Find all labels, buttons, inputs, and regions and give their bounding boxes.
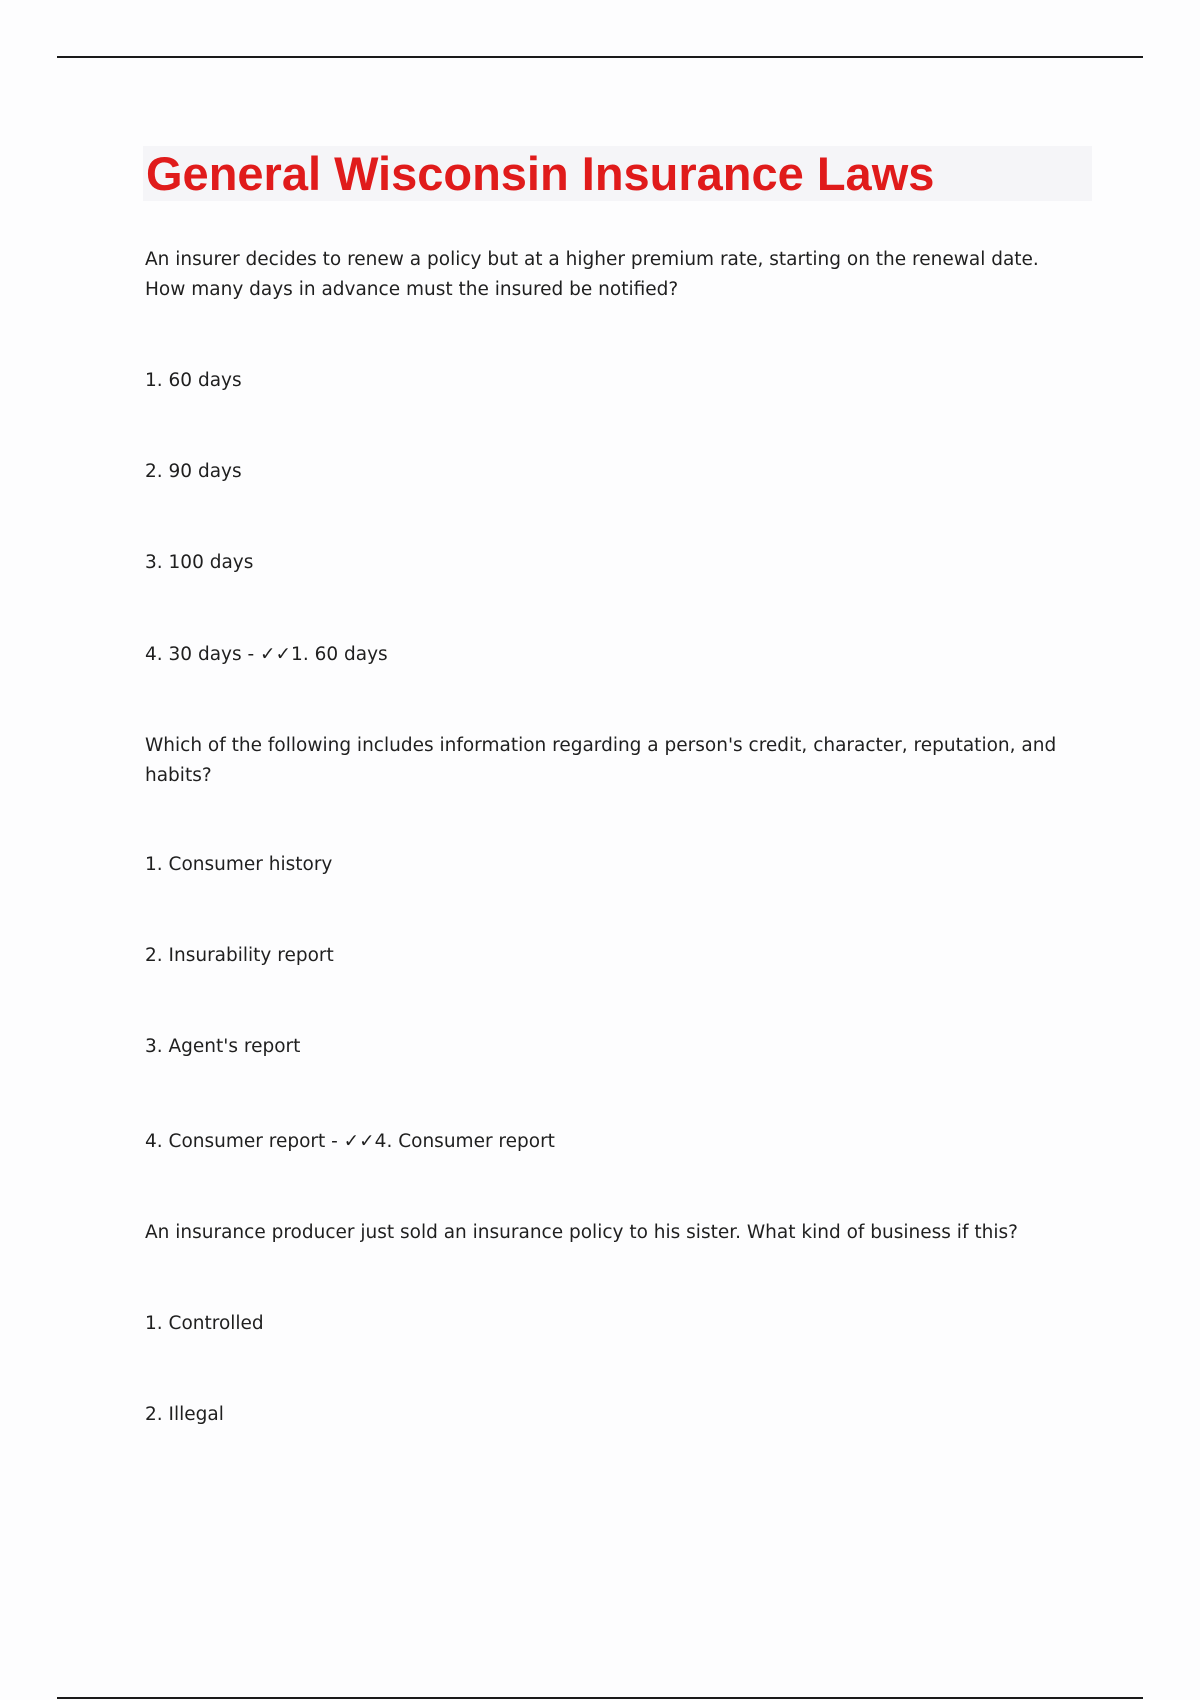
header-rule [57,56,1143,58]
question-3-option-2: 2. Illegal [145,1404,224,1425]
question-2-option-4-answer: 4. Consumer report - ✓✓4. Consumer report [145,1131,555,1152]
question-2-text: Which of the following includes information regarding a person's credit, character, reputation, and habits? [145,735,1057,786]
question-1-option-4-answer: 4. 30 days - ✓✓1. 60 days [145,644,388,665]
question-3-option-1: 1. Controlled [145,1313,264,1334]
footer-rule [57,1697,1143,1699]
question-1-option-1: 1. 60 days [145,370,242,391]
document-title: General Wisconsin Insurance Laws [146,147,935,200]
question-2-option-1: 1. Consumer history [145,854,333,875]
question-2-option-3: 3. Agent's report [145,1036,301,1057]
question-1-option-2: 2. 90 days [145,461,242,482]
question-3-text: An insurance producer just sold an insurance policy to his sister. What kind of business if this? [145,1222,1018,1243]
question-1-text: An insurer decides to renew a policy but at a higher premium rate, starting on the renewal date. How many days in advance must the insured be notified? [145,249,1039,300]
question-1-option-3: 3. 100 days [145,552,254,573]
question-2-option-2: 2. Insurability report [145,945,334,966]
